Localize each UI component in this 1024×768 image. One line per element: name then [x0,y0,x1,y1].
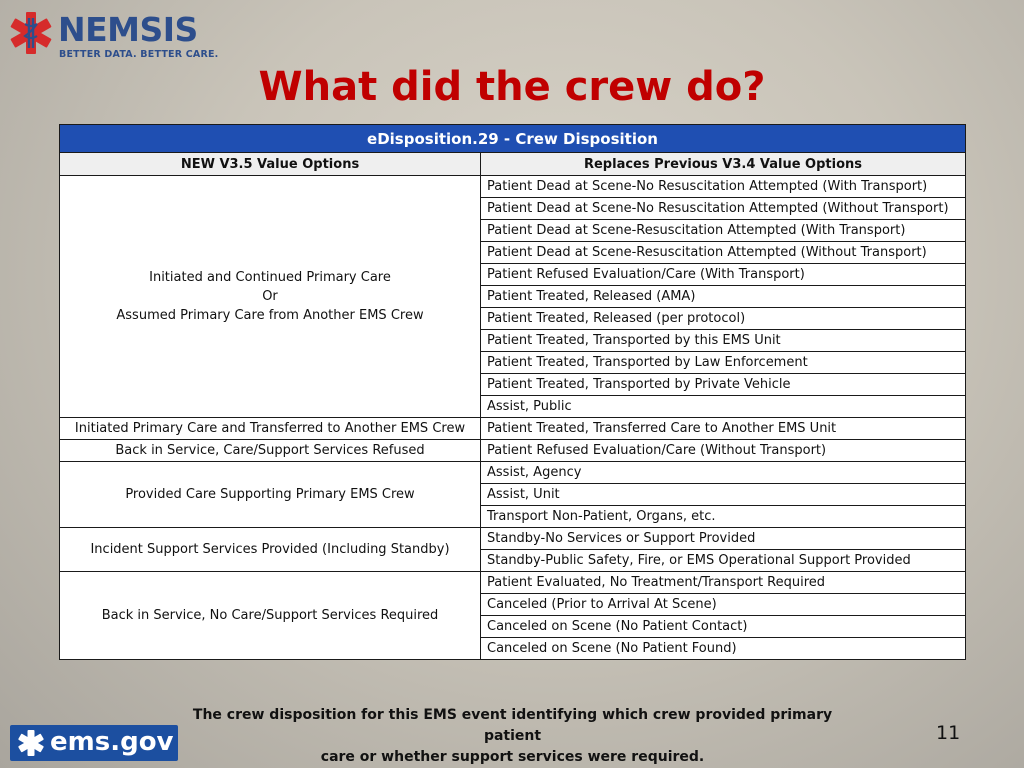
table-row [60,528,966,550]
previous-value-option: Patient Dead at Scene-Resuscitation Attempted (Without Transport) [481,242,966,264]
new-value-line: Initiated Primary Care and Transferred to Another EMS Crew [74,421,466,436]
new-value-option [60,418,481,440]
previous-value-option: Patient Dead at Scene-No Resuscitation Attempted (Without Transport) [481,198,966,220]
nemsis-logo [8,8,219,62]
new-value-line: Or [262,289,278,304]
previous-value-option: Patient Treated, Transferred Care to Another EMS Unit [481,418,966,440]
previous-value-option: Assist, Public [481,396,966,418]
previous-value-option: Patient Treated, Transported by this EMS Unit [481,330,966,352]
star-of-life-icon [16,728,46,758]
previous-value-option: Patient Treated, Released (per protocol) [481,308,966,330]
ems-gov-logo [10,725,178,761]
ems-gov-text: ems.gov [50,727,174,757]
table-heading: eDisposition.29 - Crew Disposition [60,125,966,153]
footer-line-1: The crew disposition for this EMS event identifying which crew provided primary patient [192,707,833,744]
new-value-option [60,528,481,572]
table-body [60,176,966,660]
table-row [60,462,966,484]
new-value-line: Provided Care Supporting Primary EMS Crew [125,487,415,502]
new-value-option [60,572,481,660]
previous-value-option: Canceled on Scene (No Patient Contact) [481,616,966,638]
previous-value-option: Transport Non-Patient, Organs, etc. [481,506,966,528]
new-value-line: Back in Service, Care/Support Services Refused [115,443,425,458]
page-number: 11 [936,722,961,744]
footer-caption [185,705,840,768]
previous-value-option: Canceled on Scene (No Patient Found) [481,638,966,660]
brand-tagline: BETTER DATA. BETTER CARE. [59,49,219,60]
new-value-option [60,462,481,528]
previous-value-option: Assist, Agency [481,462,966,484]
previous-value-option: Standby-No Services or Support Provided [481,528,966,550]
column-header-previous: Replaces Previous V3.4 Value Options [481,153,966,176]
new-value-line: Back in Service, No Care/Support Services Required [101,608,439,623]
new-value-option [60,440,481,462]
previous-value-option: Patient Evaluated, No Treatment/Transport Required [481,572,966,594]
footer-line-2: care or whether support services were required. [320,749,705,765]
table-row [60,440,966,462]
table-row [60,176,966,198]
table-row [60,572,966,594]
star-of-life-icon [8,10,54,56]
previous-value-option: Patient Refused Evaluation/Care (Without Transport) [481,440,966,462]
crew-disposition-table [59,124,966,660]
previous-value-option: Patient Treated, Released (AMA) [481,286,966,308]
previous-value-option: Patient Treated, Transported by Private Vehicle [481,374,966,396]
column-header-new: NEW V3.5 Value Options [60,153,481,176]
new-value-line: Incident Support Services Provided (Including Standby) [90,542,450,557]
previous-value-option: Patient Refused Evaluation/Care (With Transport) [481,264,966,286]
previous-value-option: Patient Dead at Scene-No Resuscitation Attempted (With Transport) [481,176,966,198]
new-value-line: Initiated and Continued Primary Care [149,270,391,285]
previous-value-option: Standby-Public Safety, Fire, or EMS Operational Support Provided [481,550,966,572]
new-value-line: Assumed Primary Care from Another EMS Crew [116,308,424,323]
previous-value-option: Canceled (Prior to Arrival At Scene) [481,594,966,616]
slide-title: What did the crew do? [258,64,766,110]
previous-value-option: Patient Treated, Transported by Law Enforcement [481,352,966,374]
brand-name: NEMSIS [58,10,198,49]
table-row [60,418,966,440]
previous-value-option: Patient Dead at Scene-Resuscitation Attempted (With Transport) [481,220,966,242]
previous-value-option: Assist, Unit [481,484,966,506]
new-value-option [60,176,481,418]
